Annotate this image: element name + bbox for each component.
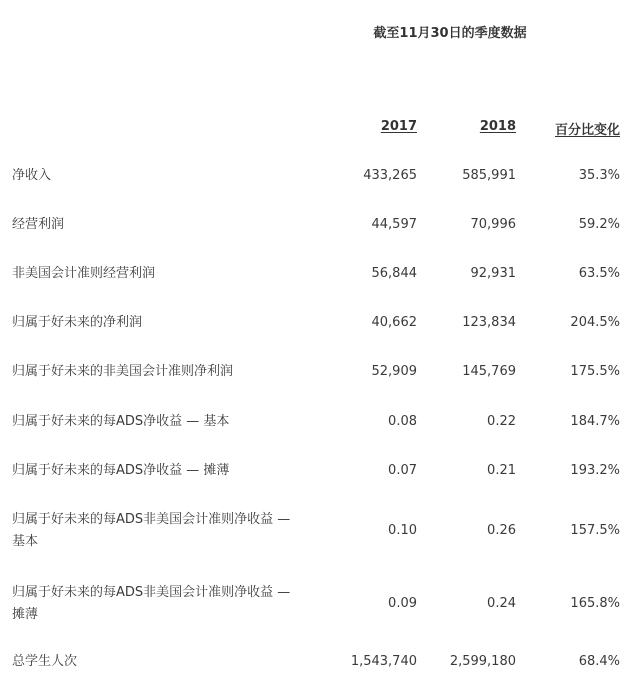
value-change: 165.8%	[570, 596, 620, 611]
row-label: 归属于好未来的每ADS净收益 — 基本	[12, 414, 230, 429]
value-2017: 433,265	[363, 168, 417, 183]
value-2018: 0.22	[487, 414, 516, 429]
column-header-2018: 2018	[479, 119, 516, 134]
value-2017: 1,543,740	[350, 654, 417, 669]
value-2017: 44,597	[371, 217, 417, 232]
row-label: 归属于好未来的非美国会计准则净利润	[12, 364, 234, 379]
row-label: 净收入	[12, 168, 52, 183]
value-2018: 0.26	[487, 523, 516, 538]
value-2017: 0.09	[388, 596, 417, 611]
value-change: 35.3%	[578, 168, 620, 183]
row-label: 非美国会计准则经营利润	[12, 266, 156, 281]
row-label: 归属于好未来的每ADS非美国会计准则净收益 — 摊薄	[12, 585, 291, 622]
row-label: 经营利润	[12, 217, 65, 232]
value-change: 68.4%	[578, 654, 620, 669]
column-header-2017: 2017	[380, 119, 417, 134]
value-2017: 0.08	[388, 414, 417, 429]
value-2018: 0.24	[487, 596, 516, 611]
value-2017: 0.07	[388, 463, 417, 478]
row-label: 归属于好未来的每ADS非美国会计准则净收益 — 基本	[12, 512, 291, 549]
value-change: 63.5%	[578, 266, 620, 281]
value-change: 193.2%	[570, 463, 620, 478]
value-2018: 145,769	[462, 364, 516, 379]
value-change: 59.2%	[578, 217, 620, 232]
value-2017: 0.10	[388, 523, 417, 538]
table-caption: 截至11月30日的季度数据	[373, 26, 527, 41]
value-change: 204.5%	[570, 315, 620, 330]
value-change: 157.5%	[570, 523, 620, 538]
value-change: 175.5%	[570, 364, 620, 379]
row-label: 总学生人次	[12, 654, 78, 669]
value-2018: 92,931	[470, 266, 516, 281]
value-2018: 2,599,180	[449, 654, 516, 669]
row-label: 归属于好未来的净利润	[12, 315, 143, 330]
value-2018: 70,996	[470, 217, 516, 232]
column-header-change: 百分比变化	[554, 123, 620, 138]
value-2018: 585,991	[462, 168, 516, 183]
row-label: 归属于好未来的每ADS净收益 — 摊薄	[12, 463, 230, 478]
value-2017: 56,844	[371, 266, 417, 281]
value-change: 184.7%	[570, 414, 620, 429]
value-2018: 123,834	[462, 315, 516, 330]
value-2017: 40,662	[371, 315, 417, 330]
value-2018: 0.21	[487, 463, 516, 478]
value-2017: 52,909	[371, 364, 417, 379]
